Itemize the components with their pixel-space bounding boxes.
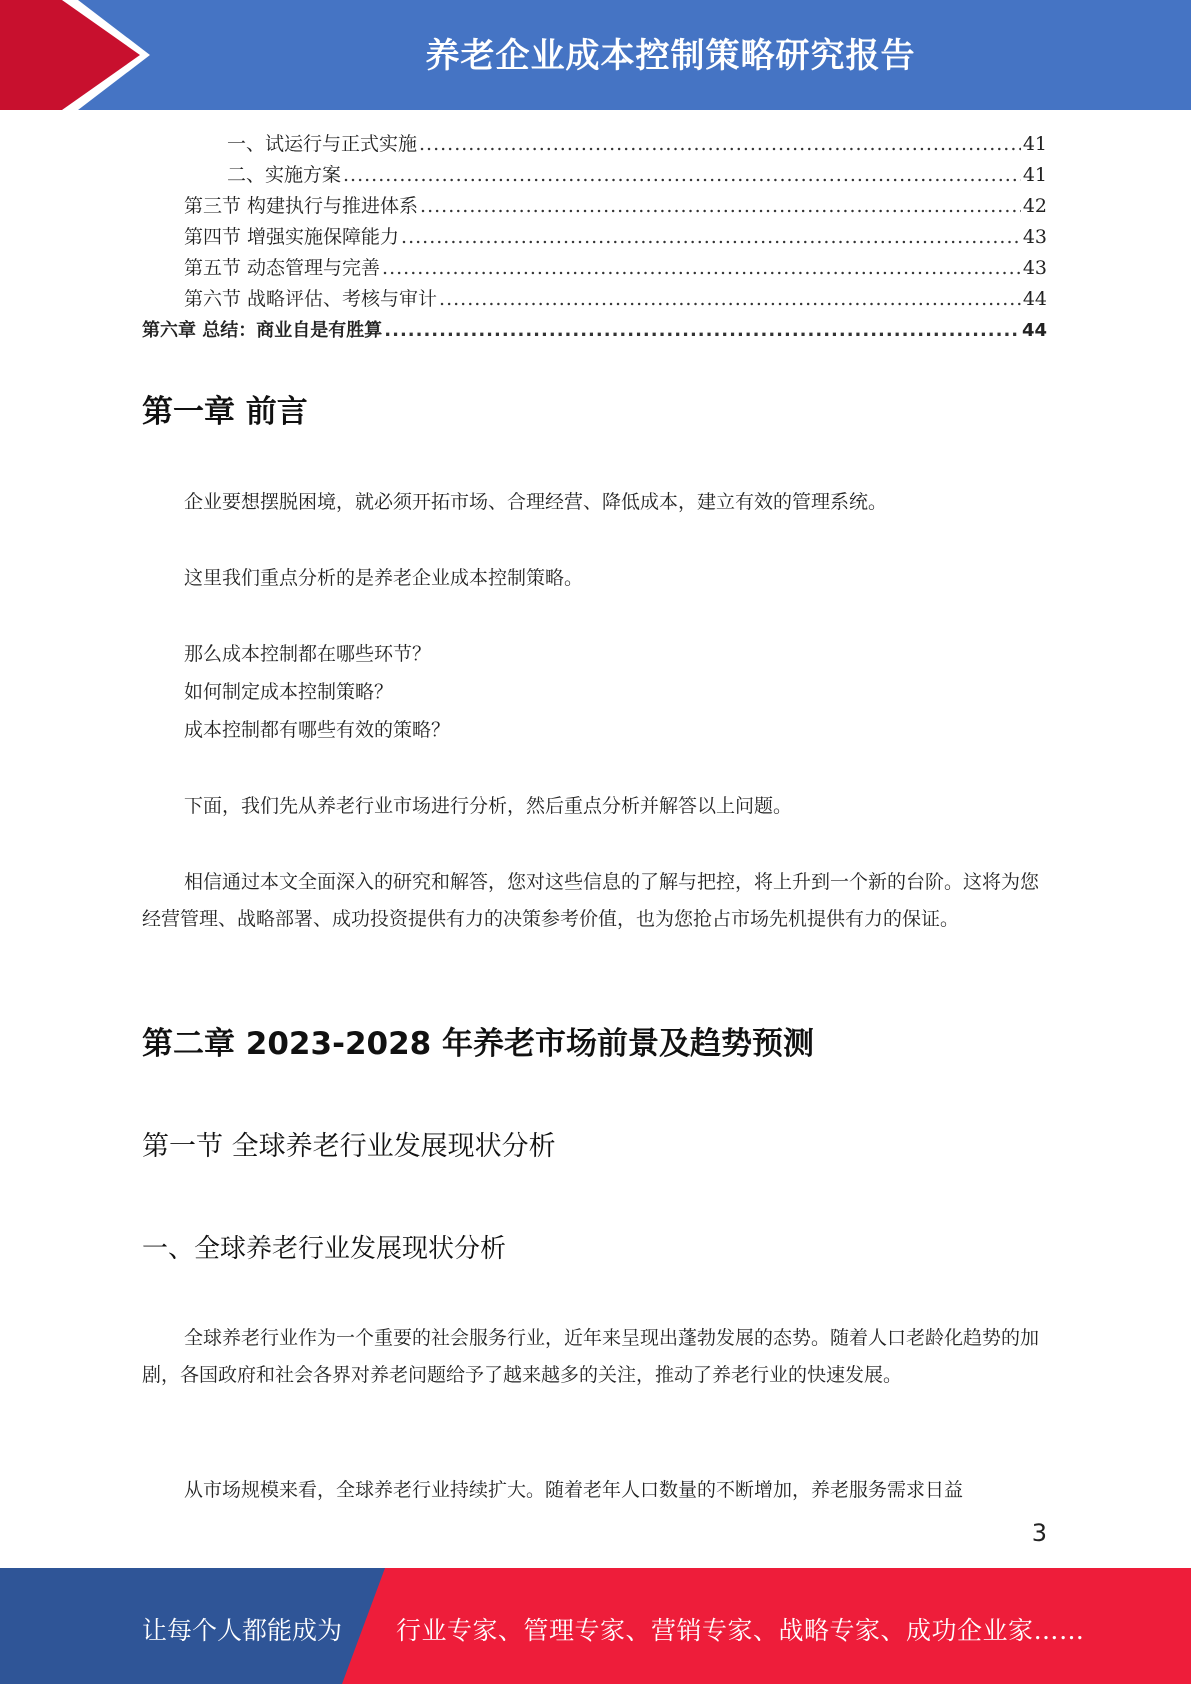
footer-slogan-left: 让每个人都能成为: [142, 1616, 343, 1645]
question-line: 那么成本控制都在哪些环节？: [184, 643, 432, 665]
toc-entry[interactable]: [142, 222, 1047, 253]
toc-entry-page: 41: [1022, 164, 1047, 186]
footer-banner: [0, 1568, 1191, 1684]
table-of-contents: [142, 129, 1047, 346]
toc-leader-dots: [384, 315, 1020, 346]
page-number: 3: [1031, 1519, 1047, 1547]
toc-entry[interactable]: [142, 253, 1047, 284]
paragraph: 相信通过本文全面深入的研究和解答，您对这些信息的了解与把控，将上升到一个新的台阶。这将为您经营管理、战略部署、成功投资提供有力的决策参考价值，也为您抢占市场先机提供有力的保证。: [142, 871, 1040, 930]
toc-entry-page: 42: [1022, 195, 1047, 217]
toc-entry-page: 41: [1022, 133, 1047, 155]
section-1-heading: 第一节 全球养老行业发展现状分析: [142, 1131, 556, 1162]
toc-entry-label: 第五节 动态管理与完善: [184, 257, 381, 279]
subsection-heading: 一、全球养老行业发展现状分析: [142, 1234, 507, 1264]
chapter-1-heading: 第一章 前言: [142, 394, 308, 430]
toc-entry-page: 44: [1022, 288, 1047, 310]
toc-entry-label: 第六节 战略评估、考核与审计: [184, 288, 438, 310]
toc-entry-page: 43: [1022, 257, 1047, 279]
toc-leader-dots: [382, 253, 1021, 284]
toc-leader-dots: [343, 160, 1021, 191]
paragraph: 从市场规模来看，全球养老行业持续扩大。随着老年人口数量的不断增加，养老服务需求日益: [184, 1479, 964, 1501]
toc-entry[interactable]: [142, 160, 1047, 191]
toc-entry-page: 43: [1022, 226, 1047, 248]
toc-leader-dots: [401, 222, 1021, 253]
header-arrow-decoration: [0, 0, 150, 110]
toc-entry-chapter[interactable]: [142, 315, 1047, 346]
toc-entry-label: 第三节 构建执行与推进体系: [184, 195, 419, 217]
toc-entry-page: 44: [1021, 320, 1047, 341]
paragraph: 企业要想摆脱困境，就必须开拓市场、合理经营、降低成本，建立有效的管理系统。: [184, 491, 888, 513]
header-banner: [0, 0, 1191, 110]
report-title: 养老企业成本控制策略研究报告: [425, 36, 916, 76]
toc-entry-label: 二、实施方案: [227, 164, 342, 186]
toc-entry[interactable]: [142, 284, 1047, 315]
toc-entry-label: 第四节 增强实施保障能力: [184, 226, 400, 248]
toc-leader-dots: [439, 284, 1021, 315]
question-line: 成本控制都有哪些有效的策略？: [184, 719, 451, 741]
paragraph: 全球养老行业作为一个重要的社会服务行业，近年来呈现出蓬勃发展的态势。随着人口老龄化趋势的加剧，各国政府和社会各界对养老问题给予了越来越多的关注，推动了养老行业的快速发展。: [142, 1327, 1040, 1386]
toc-leader-dots: [419, 129, 1021, 160]
toc-entry[interactable]: [142, 191, 1047, 222]
question-line: 如何制定成本控制策略？: [184, 681, 394, 703]
chapter-2-heading: 第二章 2023-2028 年养老市场前景及趋势预测: [142, 1026, 815, 1062]
toc-leader-dots: [420, 191, 1021, 222]
toc-entry-label: 第六章 总结：商业自是有胜算: [142, 320, 383, 341]
toc-entry[interactable]: [142, 129, 1047, 160]
toc-entry-label: 一、试运行与正式实施: [227, 133, 418, 155]
paragraph: 下面，我们先从养老行业市场进行分析，然后重点分析并解答以上问题。: [184, 795, 793, 817]
footer-slogan-right: 行业专家、管理专家、营销专家、战略专家、成功企业家……: [396, 1616, 1085, 1645]
paragraph: 这里我们重点分析的是养老企业成本控制策略。: [184, 567, 584, 589]
